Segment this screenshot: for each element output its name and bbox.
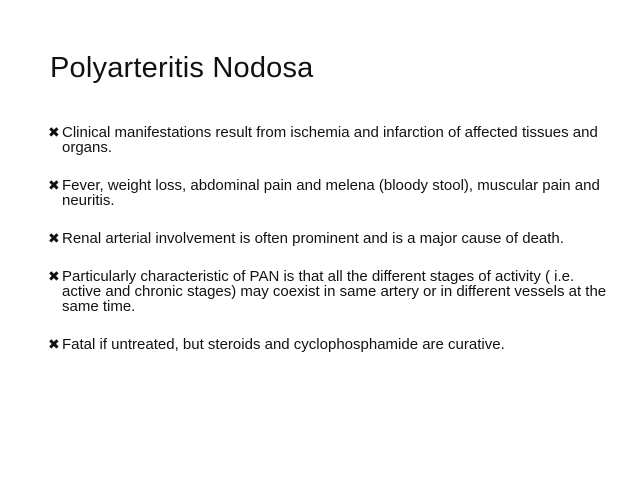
bullet-list (48, 125, 608, 352)
bullet-text: Fatal if untreated, but steroids and cyclophosphamide are curative. (62, 336, 505, 353)
x-mark-icon: ✖ (48, 268, 60, 284)
bullet-text: Clinical manifestations result from ischemia and infarction of affected tissues and organs. (62, 124, 598, 156)
bullet-text: Particularly characteristic of PAN is that all the different stages of activity ( i.e. active and chronic stages) may coexist in same artery or in different vessels at the same time. (62, 268, 607, 315)
bullet-item (48, 337, 608, 352)
bullet-item (48, 269, 608, 314)
bullet-text: Renal arterial involvement is often prominent and is a major cause of death. (62, 230, 564, 247)
bullet-item (48, 125, 608, 155)
x-mark-icon: ✖ (48, 230, 60, 246)
bullet-text: Fever, weight loss, abdominal pain and melena (bloody stool), muscular pain and neuritis. (62, 177, 600, 209)
bullet-item (48, 178, 608, 208)
slide-title: Polyarteritis Nodosa (50, 52, 314, 84)
x-mark-icon: ✖ (48, 336, 60, 352)
x-mark-icon: ✖ (48, 124, 60, 140)
bullet-item (48, 231, 608, 246)
x-mark-icon: ✖ (48, 177, 60, 193)
